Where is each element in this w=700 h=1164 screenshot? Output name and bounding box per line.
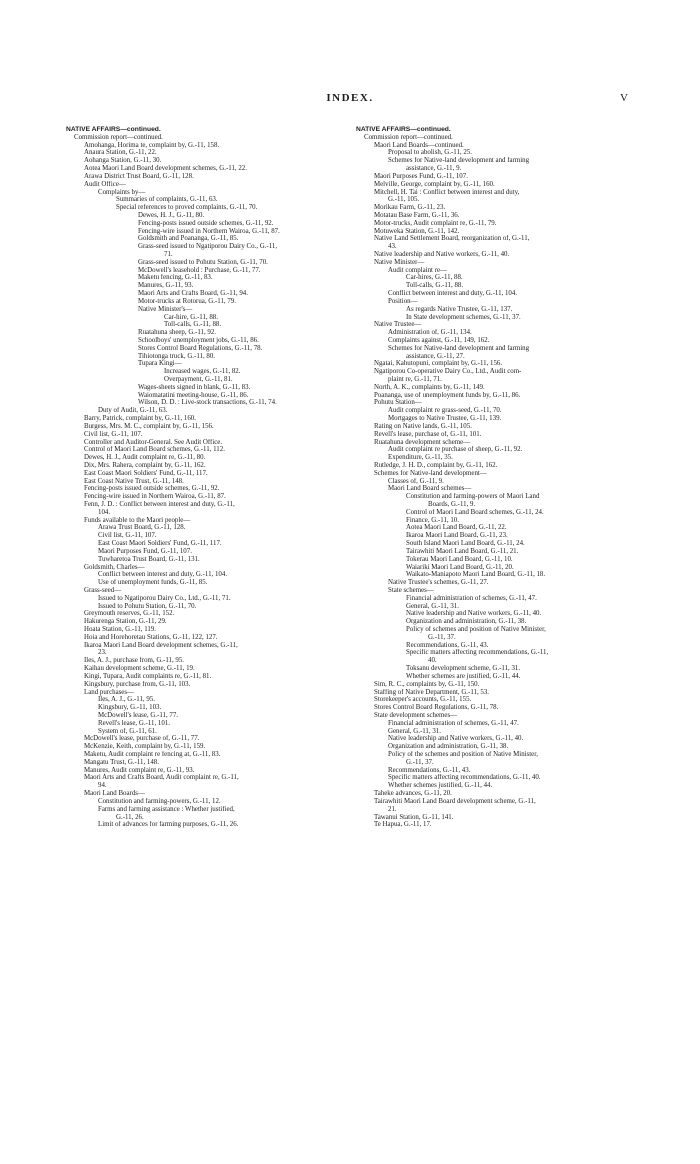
index-entry: Car-hire, G.-11, 88. [164, 313, 218, 321]
index-entry: Anaura Station, G.-11, 22. [84, 149, 157, 157]
index-entry: Maori Land Boards— [84, 790, 145, 798]
index-entry: Special references to proved complaints, G.-11, 70. [116, 204, 258, 212]
index-entry: Grass-seed issued to Pohutu Station, G.-11, 70. [138, 258, 268, 266]
index-entry: Aotea Maori Land Board, G.-11, 22. [406, 524, 507, 532]
index-entry: Boards, G.-11, 9. [428, 501, 476, 508]
index-entry: Grass-seed— [84, 586, 122, 594]
index-entry: Dewes, H. J., G.-11, 80. [138, 211, 205, 219]
index-entry: Native Trustee's schemes, G.-11, 27. [388, 579, 489, 587]
index-entry: assistance, G.-11, 9. [406, 165, 462, 173]
index-entry: Poananga, use of unemployment funds by, G.-11, 86. [374, 391, 521, 399]
index-entry: Mangatu Trust, G.-11, 148. [84, 758, 159, 766]
index-entry: Wilson, D. D. : Live-stock transactions, G.-11, 74. [138, 399, 277, 407]
index-entry: Taheke advances, G.-11, 20. [374, 790, 452, 798]
index-entry: East Coast Maori Soldiers' Fund, G.-11, 117. [84, 469, 208, 477]
index-entry: Policy of schemes and position of Native Minister, [406, 626, 546, 633]
section-heading: NATIVE AFFAIRS—continued. [66, 126, 161, 133]
index-entry: System of, G.-11, 61. [98, 727, 157, 735]
index-entry: Wages-sheets signed in blank, G.-11, 83. [138, 383, 251, 391]
index-entry: Whether schemes are justified, G.-11, 44. [406, 672, 521, 680]
index-entry: Maori Purposes Fund, G.-11, 107. [374, 172, 468, 180]
index-entry: Mortgages to Native Trustee, G.-11, 139. [388, 415, 502, 423]
index-entry: Maori Land Board schemes— [388, 485, 472, 493]
index-entry: Stores Control Board Regulations, G.-11, 78. [374, 704, 499, 712]
index-entry: Control of Maori Land Board schemes, G.-11, 24. [406, 508, 544, 516]
index-entry: Fenn, J. D. : Conflict between interest and duty, G.-11, [84, 501, 235, 508]
index-entry: Aohanga Station, G.-11, 30. [84, 157, 162, 165]
index-entry: Toll-calls, G.-11, 88. [406, 282, 464, 290]
index-entry: Native Minister's— [138, 305, 193, 313]
index-entry: Schemes for Native-land development and farming [388, 157, 530, 165]
index-column-left [66, 126, 348, 829]
page-header [0, 92, 700, 106]
index-entry: Tuwharetoa Trust Board, G.-11, 131. [98, 555, 200, 563]
index-entry: Staffing of Native Department, G.-11, 53. [374, 688, 490, 696]
index-entry: Constitution and farming-powers, G.-11, 12. [98, 797, 221, 805]
index-entry: Complaints by— [98, 188, 146, 196]
index-entry: Barry, Patrick, complaint by, G.-11, 160. [84, 415, 196, 423]
index-entry: Finance, G.-11, 10. [406, 516, 459, 524]
index-entry: Audit complaint re— [388, 266, 447, 274]
index-entry: Hoia and Horehoretau Stations, G.-11, 122, 127. [84, 633, 218, 641]
index-entry: Conflict between interest and duty, G.-11, 104. [98, 571, 228, 579]
index-entry: Hakurenga Station, G.-11, 29. [84, 618, 167, 626]
index-entry: Burgess, Mrs. M. C., complaint by, G.-11, 156. [84, 422, 214, 430]
index-entry: Summaries of complaints, G.-11, 63. [116, 196, 218, 204]
index-entry: Complaints against, G.-11, 149, 162. [388, 336, 490, 344]
index-entry: Commission report—continued. [74, 133, 163, 141]
index-entry: Hoata Station, G.-11, 119. [84, 626, 157, 633]
index-entry: Conflict between interest and duty, G.-11, 104. [388, 290, 518, 298]
index-entry: Native Trustee— [374, 321, 422, 329]
index-entry: Storekeeper's accounts, G.-11, 155. [374, 696, 472, 704]
index-entry: Kaihau development scheme, G.-11, 19. [84, 665, 195, 673]
index-entry: Dix, Mrs. Rahera, complaint by, G.-11, 162. [84, 461, 206, 469]
index-entry: Native leadership and Native workers, G.-11, 40. [388, 735, 524, 743]
index-entry: Overpayment, G.-11, 81. [164, 376, 233, 383]
index-entry: East Coast Native Trust, G.-11, 148. [84, 477, 184, 485]
index-entry: Fencing-wire issued in Northern Wairoa, G.-11, 87. [138, 227, 280, 235]
index-entry: Controller and Auditor-General. See Audit Office. [84, 438, 223, 446]
index-entry: Proposal to abolish, G.-11, 25. [388, 149, 472, 157]
index-entry: McDowell's leasehold : Purchase, G.-11, 77. [138, 266, 261, 274]
index-entry: 40. [428, 657, 437, 665]
index-entry: General, G.-11, 31. [406, 602, 459, 610]
index-entry: Commission report—continued. [364, 133, 453, 141]
index-entry: Waiomatatini meeting-house, G.-11, 86. [138, 391, 249, 399]
index-entry: Motatau Base Farm, G.-11, 36. [374, 211, 460, 219]
index-entry: Waiariki Maori Land Board, G.-11, 20. [406, 563, 514, 571]
index-entry: Kingsbury, purchase from, G.-11, 103. [84, 680, 191, 688]
index-entry: Maori Arts and Crafts Board, G.-11, 94. [138, 290, 248, 298]
index-entry: Expenditure, G.-11, 35. [388, 454, 453, 462]
index-entry: Classes of, G.-11, 9. [388, 477, 444, 485]
index-entry: Recommendations, G.-11, 43. [406, 641, 489, 649]
index-entry: Administration of, G.-11, 134. [388, 329, 472, 337]
index-entry: Tihiotonga truck, G.-11, 80. [138, 352, 216, 360]
index-entry: Schemes for Native-land development— [374, 469, 487, 477]
index-entry: In State development schemes, G.-11, 37. [406, 313, 521, 321]
index-entry: Kingsbury, G.-11, 103. [98, 704, 162, 712]
index-entry: Constitution and farming-powers of Maori Land [406, 493, 540, 501]
index-entry: Whether schemes justified, G.-11, 44. [388, 782, 493, 790]
index-entry: Civil list, G.-11, 107. [98, 532, 157, 540]
index-entry: Morikau Farm, G.-11, 23. [374, 204, 446, 212]
index-entry: assistance, G.-11, 27. [406, 352, 465, 360]
index-entry: Fencing-posts issued outside schemes, G.-11, 92. [138, 219, 274, 227]
index-entry: Ngatiporou Co-operative Dairy Co., Ltd., Audit com- [374, 368, 522, 376]
index-entry: Position— [388, 297, 418, 305]
index-entry: Duty of Audit, G.-11, 63. [98, 407, 168, 415]
page-number: V [620, 92, 628, 104]
index-entry: Amohanga, Horima te, complaint by, G.-11, 158. [84, 141, 220, 149]
index-entry: Rating on Native lands, G.-11, 105. [374, 422, 472, 430]
index-entry: Fencing-wire issued in Northern Wairoa, G.-11, 87. [84, 493, 226, 501]
index-entry: Greymouth reserves, G.-11, 152. [84, 610, 175, 618]
index-entry: G.-11, 37. [406, 758, 434, 766]
index-entry: Manures, G.-11, 93. [138, 282, 194, 290]
index-entry: G.-11, 105. [388, 196, 420, 204]
index-entry: Specific matters affecting recommendations, G.-11, [406, 649, 549, 657]
index-entry: Iles, A. J., purchase from, G.-11, 95. [84, 657, 185, 665]
index-entry: Native leadership and Native workers, G.-11, 40. [406, 610, 542, 618]
index-entry: Revell's lease, purchase of, G.-11, 101. [374, 430, 482, 438]
index-entry: Recommendations, G.-11, 43. [388, 766, 471, 774]
index-entry: Ngatai, Kahutopuni, complaint by, G.-11, 156. [374, 360, 503, 368]
index-entry: Audit complaint re grass-seed, G.-11, 70. [388, 407, 502, 415]
index-entry: Kingi, Tupara, Audit complaints re, G.-11, 81. [84, 672, 212, 680]
index-entry: Limit of advances for farming purposes, G.-11, 26. [98, 821, 239, 829]
index-entry: Melville, George, complaint by, G.-11, 160. [374, 180, 495, 188]
index-entry: Policy of the schemes and position of Native Minister, [388, 751, 538, 758]
index-entry: Native Land Settlement Board, reorganization of, G.-11, [374, 235, 530, 243]
index-entry: Arawa District Trust Board, G.-11, 128. [84, 172, 194, 180]
index-entry: Tokerau Maori Land Board, G.-11, 10. [406, 555, 513, 563]
index-entry: South Island Maori Land Board, G.-11, 24. [406, 540, 525, 548]
index-entry: State development schemes— [374, 711, 458, 719]
index-entry: Manures, Audit complaint re, G.-11, 93. [84, 766, 195, 774]
index-entry: G.-11, 37. [428, 633, 456, 641]
index-entry: As regards Native Trustee, G.-11, 137. [406, 305, 513, 313]
index-entry: State schemes— [388, 586, 434, 594]
index-entry: Waikato-Maniapoto Maori Land Board, G.-11, 18. [406, 571, 546, 579]
index-entry: Iles, A. J., G.-11, 95. [98, 696, 155, 704]
section-heading: NATIVE AFFAIRS—continued. [356, 126, 451, 133]
index-entry: Use of unemployment funds, G.-11, 85. [98, 579, 208, 587]
index-entry: Goldsmith, Charles— [84, 563, 145, 571]
index-entry: Pohutu Station— [374, 399, 422, 407]
index-entry: McKenzie, Keith, complaint by, G.-11, 159. [84, 743, 206, 751]
index-entry: McDowell's lease, G.-11, 77. [98, 711, 179, 719]
index-entry: 43. [388, 243, 397, 251]
index-entry: Native leadership and Native workers, G.-11, 40. [374, 251, 510, 258]
index-entry: Dewes, H. J., Audit complaint re, G.-11, 80. [84, 454, 206, 462]
index-entry: Schoolboys' unemployment jobs, G.-11, 86. [138, 336, 259, 344]
index-entry: Tawanui Station, G.-11, 141. [374, 813, 454, 821]
index-entry: Motor-trucks at Rotorua, G.-11, 79. [138, 297, 236, 305]
index-entry: Fencing-posts issued outside schemes, G.-11, 92. [84, 485, 220, 493]
index-entry: Car-hires, G.-11, 88. [406, 274, 463, 282]
index-entry: 71. [164, 251, 173, 258]
page-title: INDEX. [326, 92, 374, 104]
index-entry: Aotea Maori Land Board development schemes, G.-11, 22. [84, 165, 247, 173]
index-entry: Maori Land Boards—continued. [374, 141, 464, 149]
index-entry: Stores Control Board Regulations, G.-11, 78. [138, 344, 263, 352]
index-entry: Funds available to the Maori people— [84, 516, 191, 524]
index-entry: Maori Arts and Crafts Board, Audit complaint re, G.-11, [84, 774, 239, 782]
index-entry: Issued to Ngatiporou Dairy Co., Ltd., G.-11, 71. [98, 594, 231, 602]
index-entry: plaint re, G.-11, 71. [388, 376, 442, 383]
index-entry: Tairawhiti Maori Land Board development scheme, G.-11, [374, 797, 536, 805]
index-entry: General, G.-11, 31. [388, 727, 441, 735]
index-entry: Organization and administration, G.-11, 38. [388, 743, 509, 751]
index-entry: Ikaroa Maori Land Board development schemes, G.-11, [84, 641, 238, 649]
index-entry: Arawa Trust Board, G.-11, 128. [98, 524, 186, 532]
index-entry: Maori Purposes Fund, G.-11, 107. [98, 547, 192, 555]
index-entry: North, A. K., complaints by, G.-11, 149. [374, 383, 485, 391]
index-entry: Land purchases— [84, 688, 134, 696]
index-entry: Motor-trucks, Audit complaint re, G.-11, 79. [374, 219, 497, 227]
index-entry: G.-11, 26. [116, 813, 144, 821]
index-entry: 104. [98, 508, 111, 516]
index-entry: Toll-calls, G.-11, 88. [164, 321, 222, 329]
index-entry: Farms and farming assistance : Whether justified, [98, 805, 235, 813]
index-entry: McDowell's lease, purchase of, G.-11, 77. [84, 735, 200, 743]
index-entry: Audit Office— [84, 180, 126, 188]
index-entry: East Coast Maori Soldiers' Fund, G.-11, 117. [98, 540, 222, 548]
index-entry: Financial administration of schemes, G.-11, 47. [406, 594, 537, 602]
index-entry: Maketu, Audit complaint re fencing at, G.-11, 83. [84, 751, 221, 758]
index-entry: Civil list, G.-11, 107. [84, 430, 143, 438]
index-entry: Organization and administration, G.-11, 38. [406, 618, 527, 626]
index-entry: Te Hapua, G.-11, 17. [374, 821, 432, 829]
index-entry: Schemes for Native-land development and farming [388, 344, 530, 352]
index-entry: Audit complaint re purchase of sheep, G.-11, 92. [388, 446, 523, 454]
index-entry: Issued to Pohutu Station, G.-11, 70. [98, 602, 197, 610]
index-entry: Ruatahuna development scheme— [374, 438, 471, 446]
index-entry: Maketu fencing, G.-11, 83. [138, 274, 213, 282]
index-entry: Toksanu development scheme, G.-11, 31. [406, 665, 521, 673]
index-entry: Tairawhiti Maori Land Board, G.-11, 21. [406, 547, 519, 555]
index-entry: Native Minister— [374, 258, 425, 266]
index-entry: Ikaroa Maori Land Board, G.-11, 23. [406, 532, 508, 540]
index-entry: Increased wages, G.-11, 82. [164, 368, 241, 376]
index-entry: Motuweka Station, G.-11, 142. [374, 227, 460, 235]
index-entry: Financial administration of schemes, G.-11, 47. [388, 719, 519, 727]
index-entry: Revell's lease, G.-11, 101. [98, 719, 170, 727]
index-entry: Grass-seed issued to Ngatiporou Dairy Co., G.-11, [138, 243, 278, 251]
index-entry: Ruatahuna sheep, G.-11, 92. [138, 329, 217, 337]
index-entry: Sim, R. C., complaints by, G.-11, 150. [374, 680, 480, 688]
index-column-right [356, 126, 638, 829]
index-entry: 94. [98, 782, 107, 790]
index-entry: Rutledge, J. H. D., complaint by, G.-11, 162. [374, 461, 498, 469]
index-entry: Goldsmith and Poananga, G.-11, 85. [138, 235, 239, 243]
index-entry: Mitchell, H. Tai : Conflict between interest and duty, [374, 188, 520, 196]
index-entry: Control of Maori Land Board schemes, G.-11, 112. [84, 446, 225, 454]
index-entry: Tupara Kingi— [138, 360, 182, 368]
index-entry: 23. [98, 649, 107, 657]
index-entry: Specific matters affecting recommendations, G.-11, 40. [388, 774, 541, 782]
index-entry: 21. [388, 805, 397, 813]
